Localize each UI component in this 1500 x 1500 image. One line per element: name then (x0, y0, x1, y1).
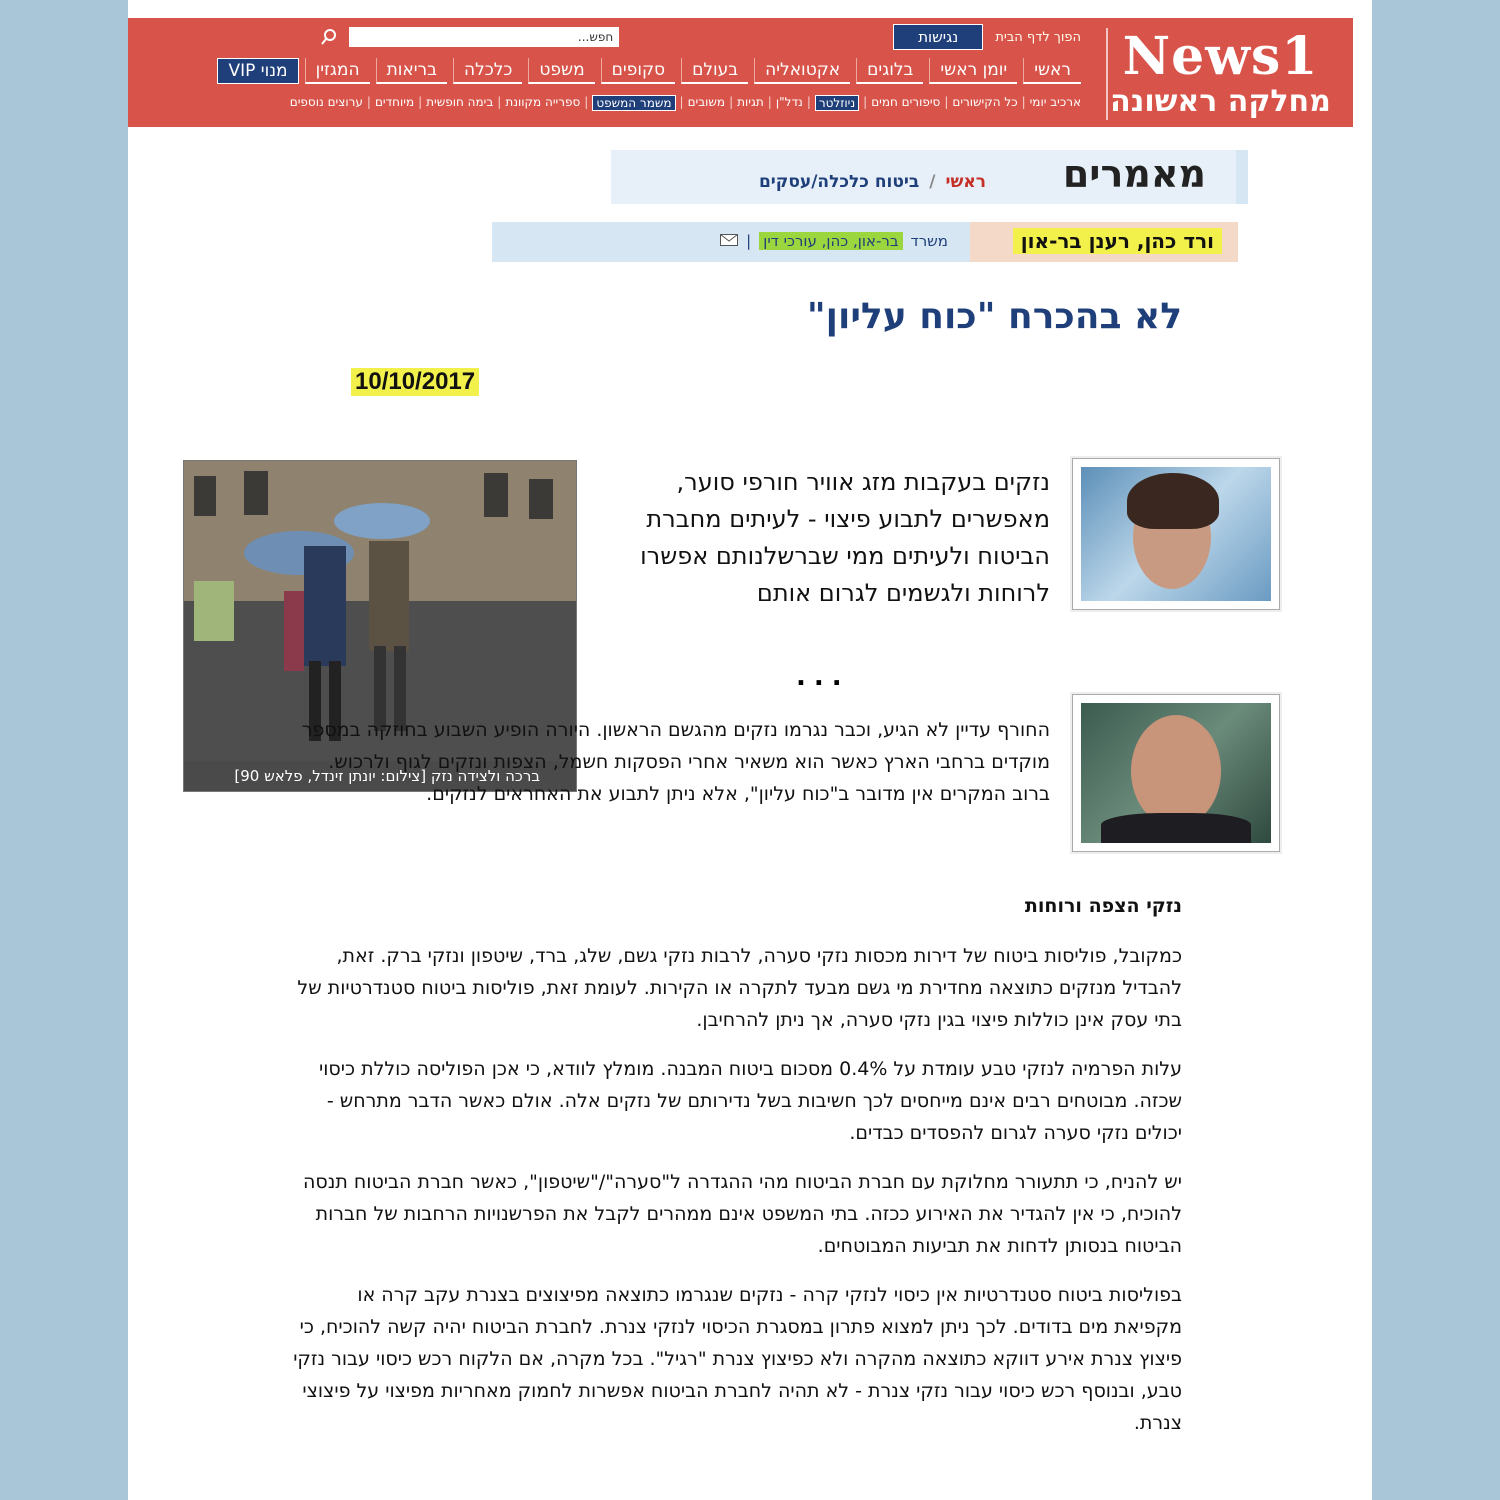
nav-scoops[interactable]: סקופים (601, 58, 675, 84)
subnav-item[interactable]: מיוחדים (374, 95, 415, 109)
author-photo-2 (1072, 694, 1280, 852)
site-logo[interactable] (1106, 28, 1333, 120)
nav-health[interactable]: בריאות (376, 58, 447, 84)
article-date: 10/10/2017 (351, 368, 479, 396)
nav-vip[interactable]: מנוי VIP (217, 58, 298, 84)
section-header (611, 150, 1248, 204)
subnav-item[interactable]: סיפורים חמים (871, 95, 941, 109)
article-headline: לא בהכרח "כוח עליון" (806, 296, 1182, 337)
header-top-row (321, 24, 1081, 50)
author-photo-1 (1072, 458, 1280, 610)
subnav-item-newsletter[interactable]: ניוזלטר (815, 95, 859, 111)
subnav-item[interactable]: ארכיב יומי (1029, 95, 1081, 109)
nav-law[interactable]: משפט (528, 58, 594, 84)
photo-caption: ברכה ולצידה נזק [צילום: יונתן זינדל, פלאש 90] (184, 761, 576, 791)
main-nav (217, 58, 1081, 84)
site-header (128, 18, 1353, 127)
search-input[interactable]: חפש... (349, 27, 619, 47)
logo-text-en: News1 (1122, 26, 1319, 87)
nav-home[interactable]: ראשי (1023, 58, 1081, 84)
subnav-item-law-watch[interactable]: משמר המשפט (592, 95, 675, 111)
logo-text-he: מחלקה ראשונה (1110, 84, 1331, 119)
author-names[interactable]: ורד כהן, רענן בר-און (1013, 228, 1222, 254)
subnav-item[interactable]: תגיות (737, 95, 764, 109)
article-paragraph: עלות הפרמיה לנזקי טבע עומדת על 0.4% מסכום ביטוח המבנה. מומלץ לוודא, כי אכן הפוליסה כוללת כיסוי שכזה. מבוטחים רבים אינם מייחסים לכך חשיבות בשל נדירותם של נזקים אלה. אולם כאשר הדבר מתרחש - יכולים נזקי סערה לגרום להפסדים כבדים. (319, 1058, 1182, 1144)
sub-nav: ארכיב יומי | כל הקישורים | סיפורים חמים | ניוזלטר | נדל"ן | תגיות | משובים | משמר המשפט | ספרייה מקוונת | בימה חופשית | מיוחדים | ערוצים נוספים (289, 95, 1081, 110)
nav-news[interactable]: אקטואליה (754, 58, 850, 84)
article-paragraph: יש להניח, כי תתעורר מחלוקת עם חברת הביטוח מהי ההגדרה ל"סערה"/"שיטפון", כאשר חברת הביטוח תנסה להוכיח, כי אין להגדיר את האירוע ככזה. בתי המשפט אינם ממהרים לקבל את הפרשנויות הרחבות של חברות הביטוח בנסותן לדחות את תביעות המבוטחים. (303, 1171, 1182, 1257)
nav-magazine[interactable]: המגזין (305, 58, 370, 84)
firm-label: משרד (910, 232, 948, 250)
subnav-item[interactable]: ספרייה מקוונת (505, 95, 581, 109)
set-homepage-link[interactable]: הפוך לדף הבית (995, 29, 1081, 45)
nav-world[interactable]: בעולם (681, 58, 748, 84)
accessibility-button[interactable]: נגישות (893, 24, 983, 50)
subnav-item[interactable]: ערוצים נוספים (289, 95, 363, 109)
subnav-item[interactable]: בימה חופשית (426, 95, 494, 109)
nav-daily-journal[interactable]: יומן ראשי (929, 58, 1017, 84)
author-firm: משרד בר-און, כהן, עורכי דין | (720, 232, 948, 250)
subnav-item[interactable]: נדל"ן (775, 95, 803, 109)
subnav-item[interactable]: כל הקישורים (952, 95, 1018, 109)
firm-name[interactable]: בר-און, כהן, עורכי דין (759, 232, 902, 250)
article-subheading: נזקי הצפה ורוחות (1024, 895, 1182, 917)
breadcrumb-category[interactable]: ביטוח כלכלה/עסקים (758, 172, 920, 192)
article-intro: החורף עדיין לא הגיע, וכבר נגרמו נזקים מהגשם הראשון. היורה הופיע השבוע בחוזקה במספר מוקדים ברחבי הארץ כאשר הוא משאיר אחרי הפסקות חשמל, הצפות ונזקים לגוף ולרכוש. ברוב המקרים אין מדובר ב"כוח עליון", אלא ניתן לתבוע את האחראים לנזקים. (301, 719, 1050, 805)
section-title: מאמרים (1062, 152, 1206, 196)
breadcrumb: ראשי/ביטוח כלכלה/עסקים (758, 172, 986, 192)
search-icon[interactable] (321, 29, 337, 45)
separator-dots: ... (796, 662, 850, 692)
article-paragraph: כמקובל, פוליסות ביטוח של דירות מכסות נזקי סערה, לרבות נזקי גשם, שלג, ברד, שיטפון ונזקי ברק. זאת, להבדיל מנזקים כתוצאה מחדירת מי גשם מבעד לתקרה או הקירות. לעומת זאת, פוליסות ביטוח סטנדרטיות של בתי עסק אינן כוללות פיצוי בגין נזקי סערה, אך ניתן להרחיבן. (297, 945, 1182, 1031)
author-bar (492, 222, 1238, 262)
mail-icon[interactable] (720, 232, 738, 250)
article-paragraph: בפוליסות ביטוח סטנדרטיות אין כיסוי לנזקי קרה - נזקים שנגרמו כתוצאה מפיצוצים בצנרת עקב קרה או מקפיאת מים בדודים. לכך ניתן למצוא פתרון במסגרת הכיסוי לנזקי צנרת. לחברת הביטוח יהיה קשה להוכיח, כי פיצוץ צנרת אירע דווקא כתוצאה מהקרה ולא כפיצוץ צנרת "רגיל". בכל מקרה, אם הלקוח רכש כיסוי עבור נזקי טבע, ובנוסף רכש כיסוי עבור נזקי צנרת - לא תהיה לחברת הביטוח אפשרות לחמוק מאחריות מפיצוי על פיצוצי צנרת. (293, 1284, 1182, 1434)
article-body (292, 940, 1182, 1456)
subnav-item[interactable]: משובים (687, 95, 726, 109)
nav-blogs[interactable]: בלוגים (856, 58, 923, 84)
nav-economy[interactable]: כלכלה (453, 58, 522, 84)
article-lead: נזקים בעקבות מזג אוויר חורפי סוער, מאפשרים לתבוע פיצוי - לעיתים מחברת הביטוח ולעיתים ממי שברשלנותם אפשרו לרוחות ולגשמים לגרום אותם (640, 468, 1050, 607)
breadcrumb-home[interactable]: ראשי (945, 172, 986, 192)
page (128, 0, 1372, 1500)
